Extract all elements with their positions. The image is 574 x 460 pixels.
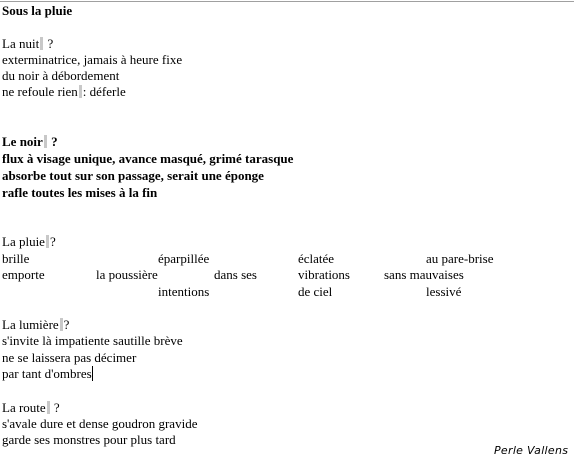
stanza4-heading-text: La lumière [2, 317, 59, 332]
stanza4-line3[interactable] [2, 366, 93, 382]
stanza3-row2-word1[interactable]: emporte [2, 267, 45, 282]
stanza2-line3[interactable]: rafle toutes les mises à la fin [2, 185, 158, 200]
stanza4-line1[interactable]: s'invite là impatiente sautille brève [2, 333, 183, 348]
stanza5-heading-text: La route [2, 400, 46, 415]
text-marker [79, 85, 82, 98]
text-cursor [92, 366, 93, 381]
stanza1-line3-start: ne refoule rien [2, 84, 78, 99]
stanza1-heading-question: ? [44, 36, 54, 51]
stanza4-heading[interactable] [2, 317, 69, 333]
stanza5-heading-question: ? [50, 400, 60, 415]
stanza3-row3-word3[interactable]: lessivé [426, 284, 462, 299]
stanza1-line1[interactable]: exterminatrice, jamais à heure fixe [2, 52, 183, 67]
stanza1-line3-end: : déferle [82, 84, 126, 99]
text-marker [40, 37, 43, 50]
stanza1-heading-text: La nuit [2, 36, 40, 51]
poem-title: Sous la pluie [2, 3, 73, 18]
stanza1-line2[interactable]: du noir à débordement [2, 68, 120, 83]
stanza5-line1[interactable]: s'avale dure et dense goudron gravide [2, 416, 198, 431]
stanza2-heading-question: ? [47, 134, 58, 149]
stanza5-line2[interactable]: garde ses monstres pour plus tard [2, 432, 176, 447]
stanza3-row2-word3[interactable]: dans ses [214, 267, 257, 282]
stanza3-row3-word2[interactable]: de ciel [298, 284, 333, 299]
stanza3-heading[interactable] [2, 234, 56, 250]
page-top-border [0, 1, 574, 2]
text-marker [46, 235, 49, 248]
stanza4-heading-question: ? [63, 317, 70, 332]
stanza3-row2-word4[interactable]: vibrations [298, 267, 350, 282]
stanza1-line3[interactable] [2, 84, 126, 100]
stanza2-heading[interactable] [2, 134, 58, 150]
stanza3-row2-word2[interactable]: la poussière [96, 267, 158, 282]
stanza3-row1-word4[interactable]: au pare-brise [426, 251, 494, 266]
stanza4-line2[interactable]: ne se laissera pas décimer [2, 350, 137, 365]
stanza3-row1-word2[interactable]: éparpillée [158, 251, 210, 266]
stanza3-heading-question: ? [49, 234, 56, 249]
stanza3-row1-word1[interactable]: brille [2, 251, 30, 266]
stanza3-row2-word5[interactable]: sans mauvaises [384, 267, 464, 282]
stanza3-heading-text: La pluie [2, 234, 45, 249]
text-marker [60, 318, 63, 331]
stanza2-line1[interactable]: flux à visage unique, avance masqué, grimé tarasque [2, 151, 294, 166]
stanza2-heading-text: Le noir [2, 134, 43, 149]
stanza5-heading[interactable] [2, 400, 60, 416]
stanza3-row1-word3[interactable]: éclatée [298, 251, 335, 266]
author-signature: Perle Vallens [494, 444, 569, 457]
stanza1-heading[interactable] [2, 36, 53, 52]
stanza3-row3-word1[interactable]: intentions [158, 284, 210, 299]
stanza4-line3-text: par tant d'ombres [2, 366, 92, 381]
text-marker [44, 135, 47, 148]
stanza2-line2[interactable]: absorbe tout sur son passage, serait une éponge [2, 168, 264, 183]
text-marker [47, 401, 50, 414]
